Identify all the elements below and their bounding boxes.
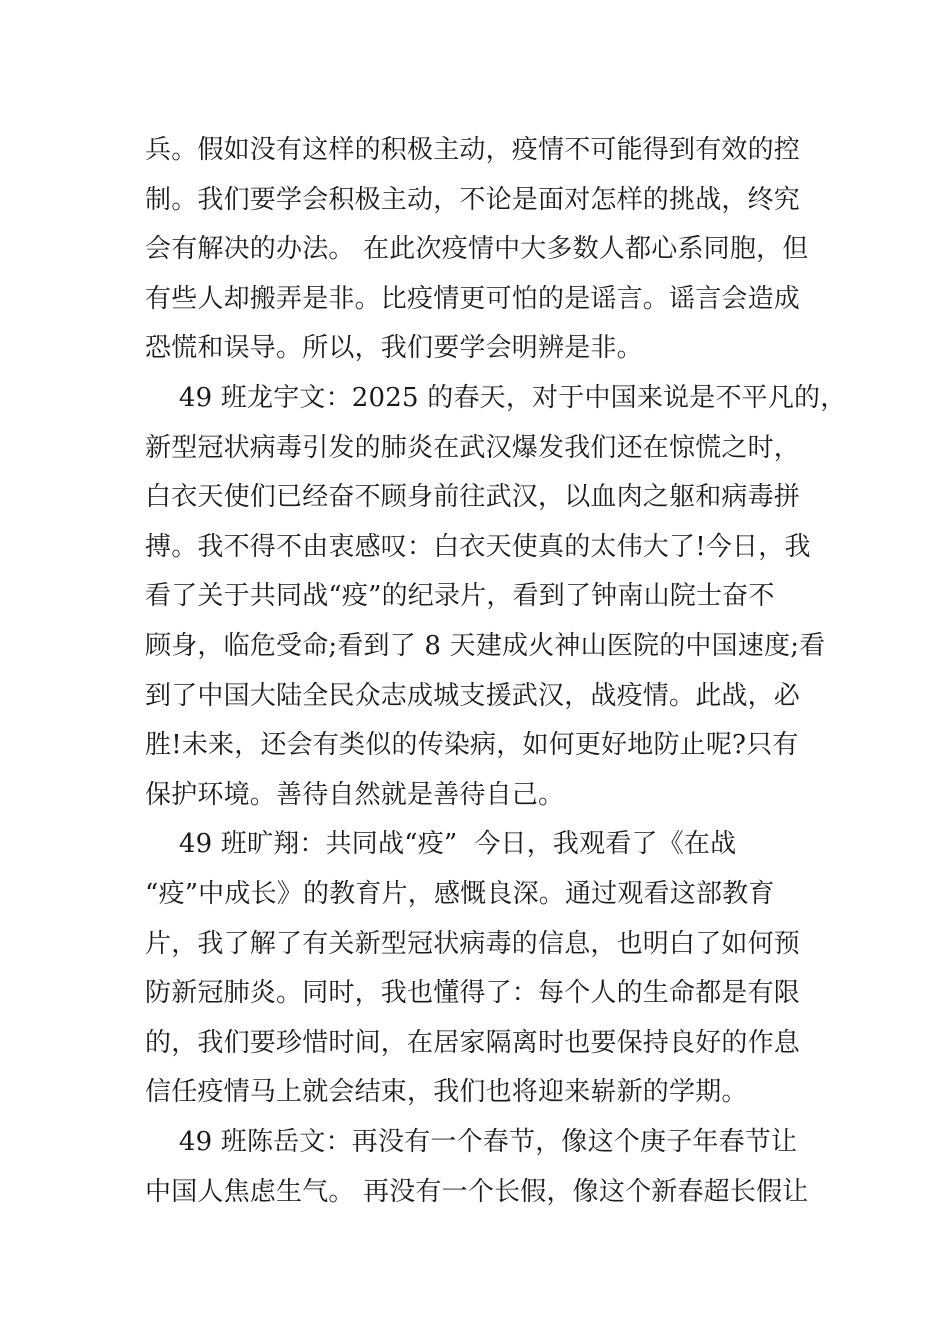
text-line-3: 会有解决的办法。 在此次疫情中大多数人都心系同胞，但 [145,234,809,264]
text-line-6: 49 班龙宇文：2025 的春天，对于中国来说是不平凡的， [145,383,847,413]
text-line-19: 的，我们要珍惜时间，在居家隔离时也要保持良好的作息 [145,1028,801,1058]
text-line-18: 防新冠肺炎。同时，我也懂得了：每个人的生命都是有限 [145,978,801,1008]
text-line-9: 搏。我不得不由衷感叹：白衣天使真的太伟大了!今日，我 [145,532,811,562]
text-line-8: 白衣天使们已经奋不顾身前往武汉，以血肉之躯和病毒拼 [145,482,801,512]
text-line-13: 胜!未来，还会有类似的传染病，如何更好地防止呢?只有 [145,730,799,760]
text-line-15: 49 班旷翔：共同战“疫” 今日，我观看了《在战 [145,829,737,859]
text-line-1: 兵。假如没有这样的积极主动，疫情不可能得到有效的控 [145,135,801,165]
text-line-12: 到了中国大陆全民众志成城支援武汉，战疫情。此战，必 [145,681,801,711]
text-line-4: 有些人却搬弄是非。比疫情更可怕的是谣言。谣言会造成 [145,284,801,314]
text-line-17: 片，我了解了有关新型冠状病毒的信息，也明白了如何预 [145,929,801,959]
text-line-7: 新型冠状病毒引发的肺炎在武汉爆发我们还在惊慌之时， [145,433,801,463]
text-line-20: 信任疫情马上就会结束，我们也将迎来崭新的学期。 [145,1077,748,1107]
text-line-22: 中国人焦虑生气。 再没有一个长假，像这个新春超长假让 [145,1177,809,1207]
text-line-21: 49 班陈岳文：再没有一个春节，像这个庚子年春节让 [145,1127,798,1157]
text-line-10: 看了关于共同战“疫”的纪录片，看到了钟南山院士奋不 [145,581,775,611]
text-line-16: “疫”中成长》的教育片，感慨良深。通过观看这部教育 [145,879,775,909]
text-line-14: 保护环境。善待自然就是善待自己。 [145,780,565,810]
text-line-11: 顾身，临危受命;看到了 8 天建成火神山医院的中国速度;看 [145,631,826,661]
text-line-5: 恐慌和误导。所以，我们要学会明辨是非。 [145,333,643,363]
text-line-2: 制。我们要学会积极主动，不论是面对怎样的挑战，终究 [145,185,801,215]
